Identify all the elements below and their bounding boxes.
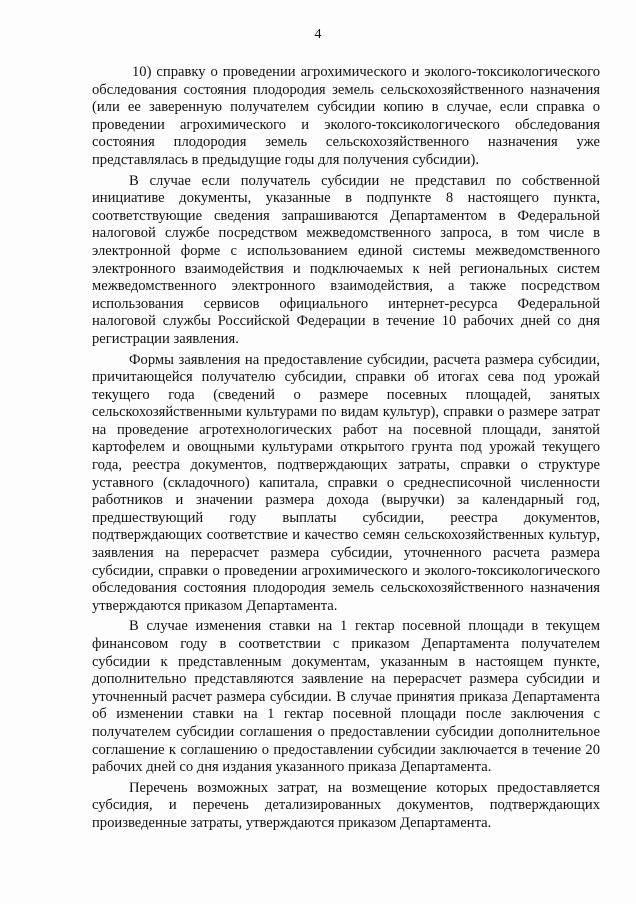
paragraph-forms: Формы заявления на предоставление субсидии, расчета размера субсидии, причитающейся получателю субсидии, справки об итогах сева под урожай текущего года (сведений о размере посевных площадей, занятых сельскохозяйственными культурами по видам культур), справки о размере затрат на проведение агротехнологических работ на посевной площади, занятой картофелем и овощными культурами открытого грунта под урожай текущего года, реестра документов, подтверждающих затраты, справки о структуре уставного (складочного) капитала, справки о среднесписочной численности работников и значении размера дохода (выручки) за календарный год, предшествующий году выплаты субсидии, реестра документов, подтверждающих соответствие и качество семян сельскохозяйственных культур, заявления на перерасчет размера субсидии, уточненного расчета размера субсидии, справки о проведении агрохимического и эколого-токсикологического обследования состояния плодородия земель сельскохозяйственного назначения утверждаются приказом Департамента. [92,351,600,614]
paragraph-rate-change: В случае изменения ставки на 1 гектар посевной площади в текущем финансовом году в соответствии с приказом Департамента получателем субсидии к представленным документам, указанным в настоящем пункте, дополнительно представляются заявление на перерасчет размера субсидии и уточненный расчет размера субсидии. В случае принятия приказа Департамента об изменении ставки на 1 гектар посевной площади после заключения с получателем субсидии соглашения о предоставлении субсидии дополнительное соглашение к соглашению о предоставлении субсидии заключается в течение 20 рабочих дней со дня издания указанного приказа Департамента. [92,618,600,776]
paragraph-costs-list: Перечень возможных затрат, на возмещение которых предоставляется субсидия, и перечень детализированных документов, подтверждающих произведенные затраты, утверждаются приказом Департамента. [92,779,600,831]
page-number: 4 [314,27,322,42]
paragraph-item-10: 10) справку о проведении агрохимического и эколого-токсикологического обследования состояния плодородия земель сельскохозяйственного назначения (или ее заверенную получателем субсидии копию в случае, если справка о проведении агрохимического и эколого-токсикологического обследования состояния плодородия земель сельскохозяйственного назначения уже представлялась в предыдущие годы для получения субсидии). [92,64,600,168]
document-body [92,64,600,836]
paragraph-tax-request: В случае если получатель субсидии не представил по собственной инициативе документы, указанные в подпункте 8 настоящего пункта, соответствующие сведения запрашиваются Департаментом в Федеральной налоговой службе посредством межведомственного запроса, в том числе в электронной форме с использованием единой системы межведомственного электронного взаимодействия и подключаемых к ней региональных систем межведомственного электронного взаимодействия, а также посредством использования сервисов официального интернет-ресурса Федеральной налоговой службы Российской Федерации в течение 10 рабочих дней со дня регистрации заявления. [92,172,600,347]
